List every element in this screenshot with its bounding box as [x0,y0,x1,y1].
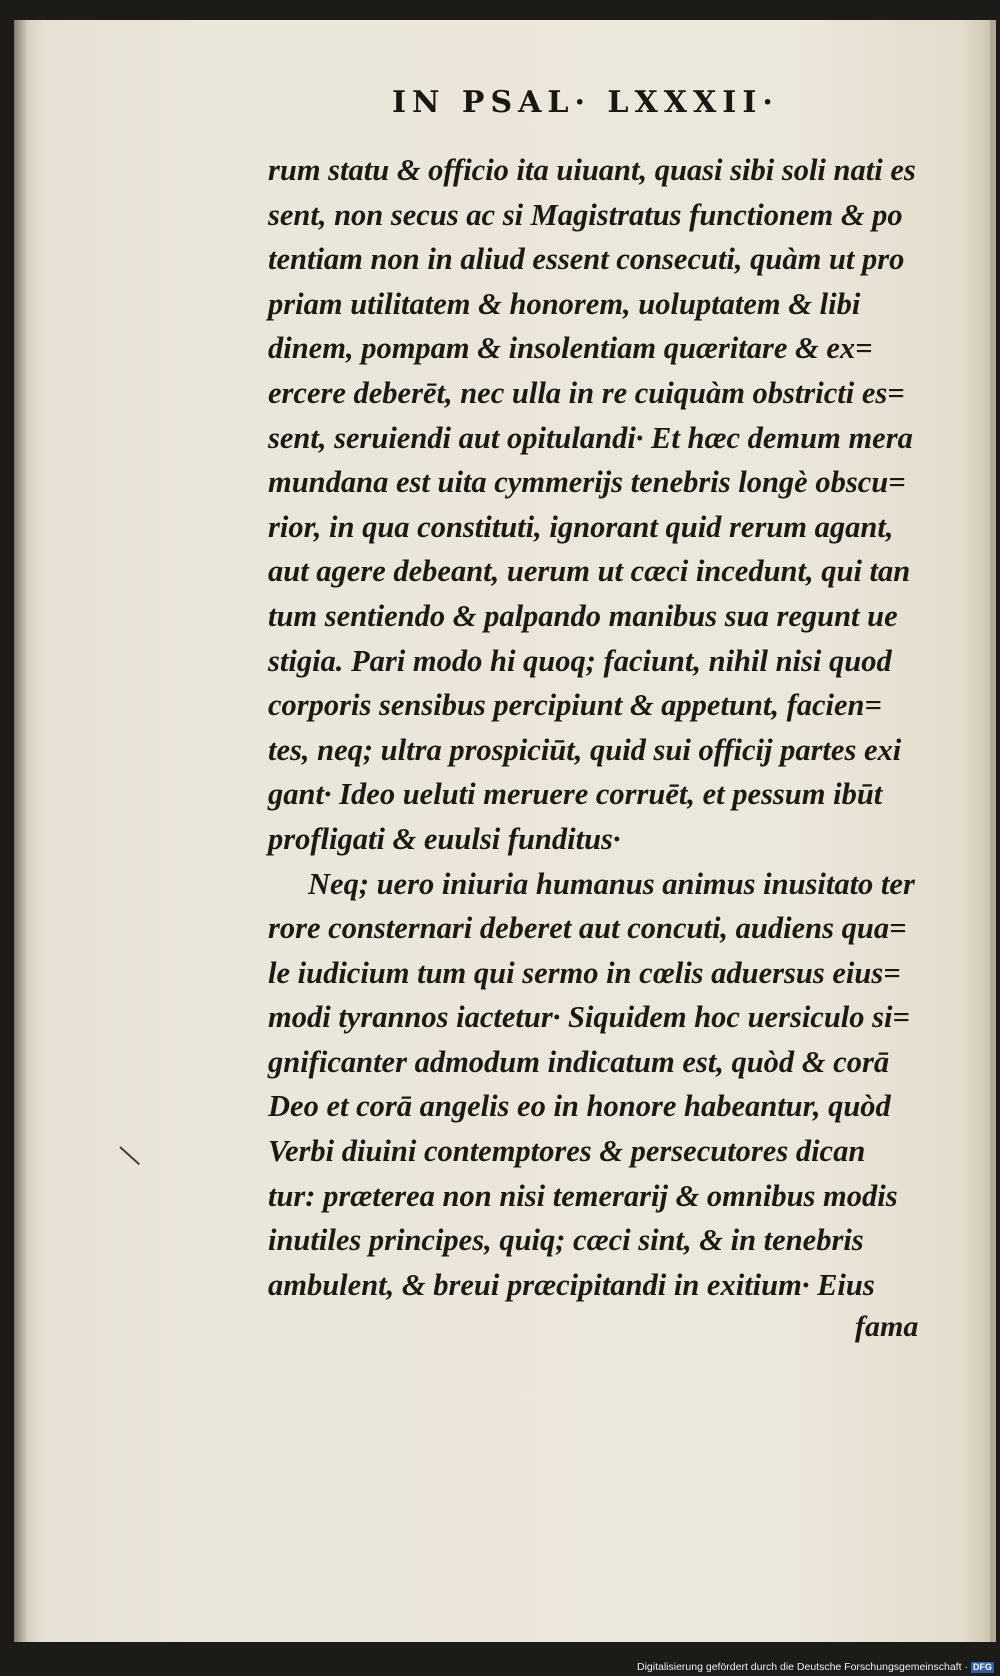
text-line: stigia. Pari modo hi quoq; faciunt, nihil nisi quod [268,643,892,678]
text-line: gant· Ideo ueluti meruere corruēt, et pessum ibūt [268,777,883,812]
text-line: tum sentiendo & palpando manibus sua regunt ue [268,598,898,633]
text-line: tentiam non in aliud essent consecuti, quàm ut pro [268,242,905,277]
text-line: ambulent, & breui præcipitandi in exitium· Eius [268,1267,875,1302]
text-line: dinem, pompam & insolentiam quæritare & ex= [268,331,873,366]
text-line: aut agere debeant, uerum ut cæci incedunt, qui tan [268,554,911,589]
text-line: rore consternari deberet aut concuti, audiens qua= [268,911,907,946]
text-line: gnificanter admodum indicatum est, quòd & corā [268,1044,890,1079]
text-line: ercere deberēt, nec ulla in re cuiquàm obstricti es= [268,375,905,410]
credit-text: Digitalisierung gefördert durch die Deutsche Forschungsgemeinschaft [636,1661,962,1673]
text-line: sent, seruiendi aut opitulandi· Et hæc demum mera [268,420,913,455]
credit-separator: · [964,1661,968,1673]
dfg-logo: DFG [973,1661,992,1672]
text-line: tur: præterea non nisi temerarij & omnibus modis [268,1178,898,1213]
text-line: rior, in qua constituti, ignorant quid rerum agant, [268,509,894,544]
text-line: mundana est uita cymmerijs tenebris longè obscu= [268,465,906,500]
text-line: Deo et corā angelis eo in honore habeantur, quòd [268,1089,891,1124]
text-line: modi tyrannos iactetur· Siquidem hoc uersiculo si= [268,1000,910,1035]
body-text [268,148,928,1307]
text-line: sent, non secus ac si Magistratus functionem & po [268,197,903,232]
text-line: rum statu & officio ita uiuant, quasi sibi soli nati es [268,153,916,187]
catchword: fama [855,1310,919,1343]
text-line: tes, neq; ultra prospiciūt, quid sui officij partes exi [268,732,902,767]
digitization-credit [637,1661,994,1673]
text-line: inutiles principes, quiq; cæci sint, & in tenebris [268,1223,864,1258]
text-line: corporis sensibus percipiunt & appetunt, facien= [268,688,882,723]
text-line: Verbi diuini contemptores & persecutores dican [268,1134,866,1169]
text-line: le iudicium tum qui sermo in cœlis aduersus eius= [268,955,901,990]
running-head: IN PSAL· LXXXII· [392,85,779,120]
text-line: profligati & euulsi funditus· [268,821,621,856]
text-line: priam utilitatem & honorem, uoluptatem & libi [268,286,861,321]
paragraph-start-line: Neq; uero iniuria humanus animus inusitato ter [308,866,915,901]
